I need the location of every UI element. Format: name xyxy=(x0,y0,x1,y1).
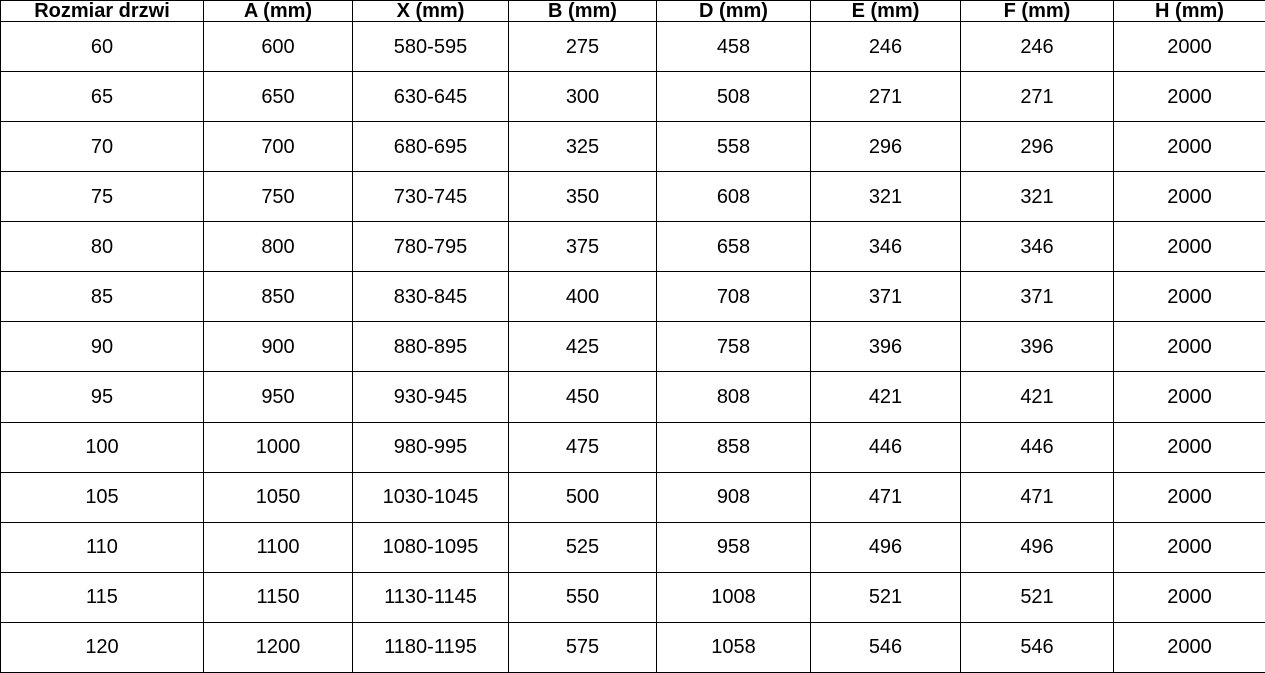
table-cell: 105 xyxy=(1,472,204,522)
table-row xyxy=(1,22,1265,72)
header-row xyxy=(1,1,1265,22)
table-cell: 708 xyxy=(657,272,811,322)
table-cell: 546 xyxy=(961,622,1114,672)
table-body xyxy=(1,22,1265,673)
table-cell: 900 xyxy=(204,322,353,372)
table-cell: 375 xyxy=(509,222,657,272)
table-cell: 421 xyxy=(811,372,961,422)
column-header: E (mm) xyxy=(811,1,961,22)
table-cell: 608 xyxy=(657,172,811,222)
table-cell: 950 xyxy=(204,372,353,422)
table-cell: 546 xyxy=(811,622,961,672)
table-cell: 75 xyxy=(1,172,204,222)
table-cell: 496 xyxy=(961,522,1114,572)
table-cell: 80 xyxy=(1,222,204,272)
table-cell: 475 xyxy=(509,422,657,472)
table-cell: 246 xyxy=(811,22,961,72)
table-cell: 321 xyxy=(811,172,961,222)
column-header: B (mm) xyxy=(509,1,657,22)
table-cell: 110 xyxy=(1,522,204,572)
table-cell: 800 xyxy=(204,222,353,272)
table-header xyxy=(1,1,1265,22)
table-cell: 521 xyxy=(961,572,1114,622)
table-cell: 930-945 xyxy=(353,372,509,422)
table-cell: 371 xyxy=(811,272,961,322)
table-cell: 450 xyxy=(509,372,657,422)
table-cell: 2000 xyxy=(1114,472,1265,522)
table-cell: 1130-1145 xyxy=(353,572,509,622)
table-cell: 508 xyxy=(657,72,811,122)
table-cell: 1100 xyxy=(204,522,353,572)
table-cell: 350 xyxy=(509,172,657,222)
table-cell: 958 xyxy=(657,522,811,572)
table-cell: 600 xyxy=(204,22,353,72)
column-header: D (mm) xyxy=(657,1,811,22)
table-cell: 830-845 xyxy=(353,272,509,322)
table-cell: 246 xyxy=(961,22,1114,72)
table-cell: 908 xyxy=(657,472,811,522)
table-cell: 1050 xyxy=(204,472,353,522)
table-cell: 1058 xyxy=(657,622,811,672)
table-cell: 275 xyxy=(509,22,657,72)
table-cell: 296 xyxy=(961,122,1114,172)
table-cell: 680-695 xyxy=(353,122,509,172)
table-cell: 550 xyxy=(509,572,657,622)
table-cell: 750 xyxy=(204,172,353,222)
table-cell: 65 xyxy=(1,72,204,122)
table-cell: 446 xyxy=(811,422,961,472)
table-row xyxy=(1,422,1265,472)
table-cell: 780-795 xyxy=(353,222,509,272)
table-cell: 100 xyxy=(1,422,204,472)
table-cell: 850 xyxy=(204,272,353,322)
table-cell: 1008 xyxy=(657,572,811,622)
table-cell: 2000 xyxy=(1114,272,1265,322)
table-cell: 650 xyxy=(204,72,353,122)
table-cell: 2000 xyxy=(1114,522,1265,572)
table-cell: 471 xyxy=(961,472,1114,522)
table-cell: 446 xyxy=(961,422,1114,472)
table-cell: 346 xyxy=(961,222,1114,272)
table-cell: 115 xyxy=(1,572,204,622)
table-cell: 2000 xyxy=(1114,572,1265,622)
table-cell: 296 xyxy=(811,122,961,172)
table-cell: 2000 xyxy=(1114,622,1265,672)
column-header: H (mm) xyxy=(1114,1,1265,22)
table-row xyxy=(1,322,1265,372)
table-cell: 85 xyxy=(1,272,204,322)
table-cell: 630-645 xyxy=(353,72,509,122)
table-cell: 271 xyxy=(961,72,1114,122)
table-cell: 521 xyxy=(811,572,961,622)
table-cell: 1150 xyxy=(204,572,353,622)
table-row xyxy=(1,222,1265,272)
table-cell: 396 xyxy=(811,322,961,372)
column-header: X (mm) xyxy=(353,1,509,22)
table-cell: 2000 xyxy=(1114,222,1265,272)
table-cell: 500 xyxy=(509,472,657,522)
table-cell: 2000 xyxy=(1114,322,1265,372)
table-cell: 271 xyxy=(811,72,961,122)
table-cell: 808 xyxy=(657,372,811,422)
table-row xyxy=(1,572,1265,622)
table-cell: 396 xyxy=(961,322,1114,372)
table-cell: 880-895 xyxy=(353,322,509,372)
table-row xyxy=(1,372,1265,422)
table-row xyxy=(1,122,1265,172)
table-cell: 60 xyxy=(1,22,204,72)
table-cell: 525 xyxy=(509,522,657,572)
column-header: F (mm) xyxy=(961,1,1114,22)
table-cell: 496 xyxy=(811,522,961,572)
table-cell: 658 xyxy=(657,222,811,272)
table-cell: 730-745 xyxy=(353,172,509,222)
table-cell: 471 xyxy=(811,472,961,522)
table-row xyxy=(1,272,1265,322)
table-cell: 1000 xyxy=(204,422,353,472)
table-cell: 120 xyxy=(1,622,204,672)
table-cell: 758 xyxy=(657,322,811,372)
table-cell: 371 xyxy=(961,272,1114,322)
table-cell: 421 xyxy=(961,372,1114,422)
table-cell: 1180-1195 xyxy=(353,622,509,672)
table-cell: 575 xyxy=(509,622,657,672)
table-cell: 580-595 xyxy=(353,22,509,72)
table-cell: 321 xyxy=(961,172,1114,222)
column-header: A (mm) xyxy=(204,1,353,22)
table-cell: 70 xyxy=(1,122,204,172)
table-cell: 1200 xyxy=(204,622,353,672)
table-cell: 346 xyxy=(811,222,961,272)
table-cell: 325 xyxy=(509,122,657,172)
table-row xyxy=(1,472,1265,522)
table-row xyxy=(1,622,1265,672)
table-cell: 458 xyxy=(657,22,811,72)
table-cell: 1080-1095 xyxy=(353,522,509,572)
column-header: Rozmiar drzwi xyxy=(1,1,204,22)
table-cell: 425 xyxy=(509,322,657,372)
table-row xyxy=(1,172,1265,222)
table-cell: 2000 xyxy=(1114,122,1265,172)
table-cell: 2000 xyxy=(1114,22,1265,72)
table-cell: 2000 xyxy=(1114,72,1265,122)
table-cell: 2000 xyxy=(1114,372,1265,422)
table-cell: 400 xyxy=(509,272,657,322)
table-cell: 1030-1045 xyxy=(353,472,509,522)
table-cell: 95 xyxy=(1,372,204,422)
table-cell: 300 xyxy=(509,72,657,122)
table-row xyxy=(1,522,1265,572)
table-cell: 2000 xyxy=(1114,172,1265,222)
table-row xyxy=(1,72,1265,122)
table-cell: 558 xyxy=(657,122,811,172)
table-cell: 700 xyxy=(204,122,353,172)
table-cell: 2000 xyxy=(1114,422,1265,472)
table-cell: 90 xyxy=(1,322,204,372)
table-cell: 858 xyxy=(657,422,811,472)
table-cell: 980-995 xyxy=(353,422,509,472)
